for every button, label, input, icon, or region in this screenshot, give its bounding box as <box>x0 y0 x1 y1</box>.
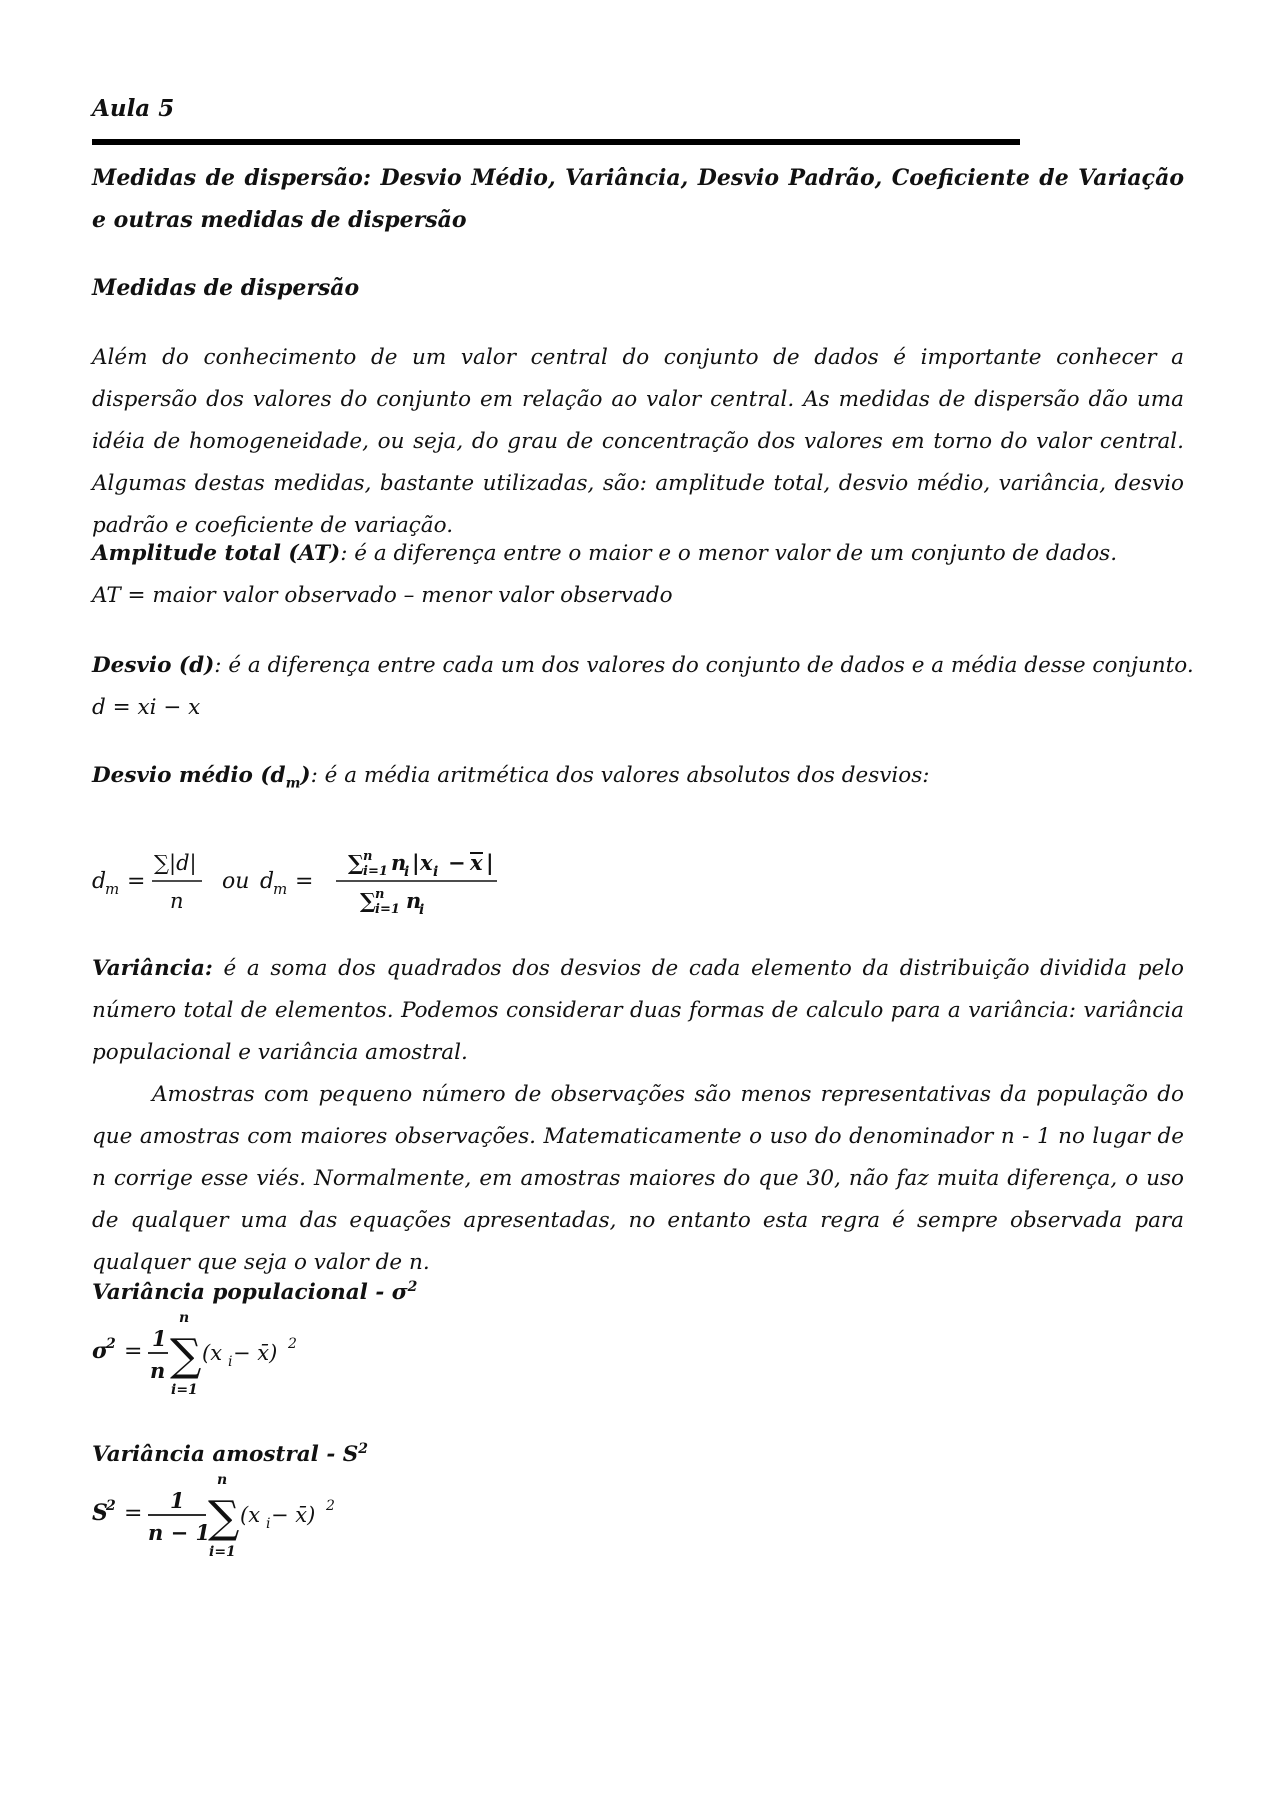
va-sum-sub: i=1 <box>209 1544 236 1560</box>
desvio-medio-formula-svg <box>92 838 512 918</box>
var-amostral-heading-text: Variância amostral - <box>92 1442 343 1468</box>
dm2-den-n-sub: i <box>419 902 425 918</box>
dm2-num-abs-close: | <box>486 850 494 875</box>
vp-sum: ∑ <box>170 1330 202 1381</box>
section-heading-dispersao: Medidas de dispersão <box>92 275 360 301</box>
amplitude-definition <box>92 533 1117 575</box>
dm2-num-sub: i=1 <box>363 864 388 879</box>
dm2-den-sup: n <box>375 887 385 902</box>
vp-sigma: σ <box>92 1338 109 1364</box>
desvio-medio-def: : é a média aritmética dos valores absolutos dos desvios: <box>310 763 930 788</box>
variancia-populacional-formula <box>92 1308 352 1413</box>
va-s-sq: 2 <box>106 1498 116 1514</box>
va-eq: = <box>124 1501 143 1526</box>
dm-numerator: ∑|d| <box>154 851 197 875</box>
dm2-lhs: d <box>260 869 275 894</box>
var-pop-heading-text: Variância populacional - <box>92 1280 392 1306</box>
var-amostral-symbol: S <box>342 1442 359 1468</box>
lesson-label: Aula 5 <box>92 95 175 122</box>
dm2-eq: = <box>295 869 314 894</box>
desvio-medio-term-a: Desvio médio (d <box>92 763 286 788</box>
vp-term-sq: 2 <box>288 1336 297 1352</box>
dm2-num-abs-open: | <box>412 850 420 875</box>
desvio-medio-formula <box>92 838 512 933</box>
vp-n: n <box>150 1358 166 1383</box>
va-n-minus-1: n − 1 <box>148 1520 211 1545</box>
variancia-def: é a soma dos quadrados dos desvios de cada elemento da distribuição dividida pelo número total de elementos. Podemos considerar duas formas de calculo para a variância: variância populacional e variância amostral. <box>92 956 1184 1065</box>
vp-term: (x <box>202 1341 223 1365</box>
dm2-lhs-sub: m <box>273 880 288 898</box>
page-title: Medidas de dispersão: Desvio Médio, Variância, Desvio Padrão, Coeficiente de Variação e outras medidas de dispersão <box>92 165 1184 233</box>
vp-term-rest: − x̄) <box>233 1341 278 1365</box>
vp-one: 1 <box>152 1326 167 1351</box>
desvio-medio-term-sub: m <box>285 775 301 792</box>
dm2-num-n-sub: i <box>404 864 410 880</box>
va-sum: ∑ <box>208 1492 240 1543</box>
desvio-definition <box>92 645 1194 687</box>
va-sum-sup: n <box>217 1472 228 1488</box>
dm2-num-minus: − <box>448 850 466 875</box>
desvio-def: : é a diferença entre cada um dos valores do conjunto de dados e a média desse conjunto. <box>214 653 1194 678</box>
amplitude-term: Amplitude total (AT) <box>92 541 341 566</box>
va-term-rest: − x̄) <box>271 1503 316 1527</box>
variancia-populacional-heading <box>92 1266 417 1314</box>
va-term-sq: 2 <box>326 1498 335 1514</box>
desvio-medio-term-b: ) <box>300 763 311 788</box>
vp-sum-sup: n <box>179 1310 190 1326</box>
var-pop-symbol: σ <box>391 1280 408 1306</box>
vp-eq: = <box>124 1339 143 1364</box>
dm-lhs-sub: m <box>105 880 120 898</box>
dm2-num-n: n <box>391 850 407 875</box>
variancia-amostral-heading <box>92 1428 368 1476</box>
dm-denominator: n <box>170 889 184 913</box>
dm-eq: = <box>127 869 146 894</box>
var-amostral-symbol-sq: 2 <box>358 1441 369 1457</box>
vp-term-sub: i <box>228 1354 233 1370</box>
variancia-paragraph <box>92 948 1184 1074</box>
var-pop-symbol-sq: 2 <box>407 1279 418 1295</box>
va-s: S <box>92 1500 108 1526</box>
dm2-num-sup: n <box>363 849 373 864</box>
dm2-den-sum: ∑ <box>360 888 376 913</box>
variancia-term: Variância: <box>92 956 213 981</box>
va-term: (x <box>240 1503 261 1527</box>
desvio-medio-definition <box>92 755 930 804</box>
variancia-paragraph-2: Amostras com pequeno número de observações são menos representativas da população do que amostras com maiores observações. Matematicamente o uso do denominador n - 1 no lugar de n corrige esse viés. Normalmente, em amostras maiores do que 30, não faz muita diferença, o uso de qualquer uma das equações apresentadas, no entanto esta regra é sempre observada para qualquer que seja o valor de n. <box>92 1082 1184 1275</box>
header-rule <box>92 139 1020 145</box>
dm2-den-n: n <box>406 888 422 913</box>
va-term-sub: i <box>266 1516 271 1532</box>
vp-sum-sub: i=1 <box>171 1382 198 1398</box>
var-pop-formula-svg <box>92 1308 352 1398</box>
amplitude-def: : é a diferença entre o maior e o menor valor de um conjunto de dados. <box>340 541 1118 566</box>
dm2-num-x-sub: i <box>433 864 439 880</box>
dm2-den-sub: i=1 <box>375 902 400 917</box>
amplitude-formula: AT = maior valor observado – menor valor observado <box>92 583 673 608</box>
desvio-term: Desvio (d) <box>92 653 215 678</box>
dm-ou: ou <box>222 869 250 894</box>
desvio-formula: d = xi − x <box>92 695 201 720</box>
desvio-medio-term <box>92 763 311 792</box>
variancia-amostral-formula <box>92 1470 392 1575</box>
dm-lhs: d <box>92 869 107 894</box>
dm2-num-x: x <box>420 850 433 875</box>
intro-paragraph: Além do conhecimento de um valor central do conjunto de dados é importante conhecer a dispersão dos valores do conjunto em relação ao valor central. As medidas de dispersão dão uma idéia de homogeneidade, ou seja, do grau de concentração dos valores em torno do valor central. Algumas destas medidas, bastante utilizadas, são: amplitude total, desvio médio, variância, desvio padrão e coeficiente de variação. <box>92 345 1184 538</box>
dm2-num-xbar: x <box>470 850 483 875</box>
var-amostral-formula-svg <box>92 1470 392 1560</box>
dm2-num-sum: ∑ <box>348 850 364 875</box>
va-one: 1 <box>170 1488 185 1513</box>
vp-sigma-sq: 2 <box>106 1336 116 1352</box>
